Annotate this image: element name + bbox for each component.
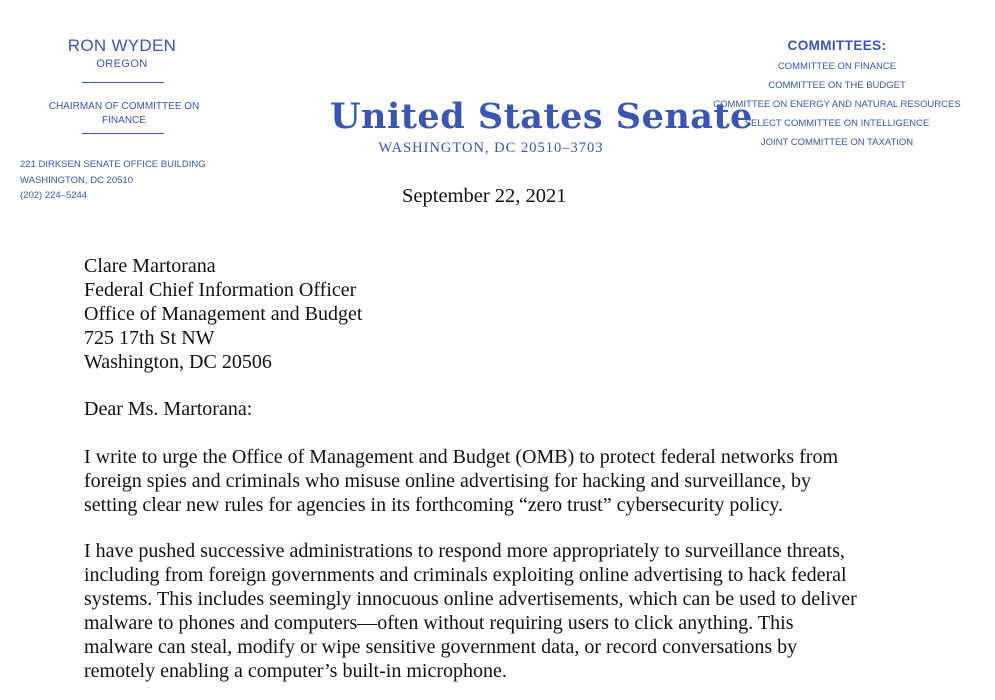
committee-item: COMMITTEE ON ENERGY AND NATURAL RESOURCES: [713, 99, 961, 110]
office-address-line-1: 221 DIRKSEN SENATE OFFICE BUILDING: [20, 159, 206, 170]
paragraph-line: remotely enabling a computer’s built-in microphone.: [84, 660, 507, 682]
paragraph-line: I write to urge the Office of Management and Budget (OMB) to protect federal networks from: [84, 446, 839, 468]
senate-title: United States Senate: [330, 96, 753, 137]
paragraph-line: foreign spies and criminals who misuse online advertising for hacking and surveillance, by: [84, 470, 812, 492]
office-address-line-2: WASHINGTON, DC 20510: [20, 175, 133, 186]
committee-item: COMMITTEE ON FINANCE: [777, 61, 897, 72]
recipient-name: Clare Martorana: [84, 255, 216, 277]
divider: [82, 82, 164, 83]
committee-item: COMMITTEE ON THE BUDGET: [768, 80, 906, 91]
chairmanship-line-1: CHAIRMAN OF COMMITTEE ON: [48, 101, 200, 112]
paragraph-line: systems. This includes seemingly innocuous online advertisements, which can be used to deliver: [84, 588, 857, 610]
paragraph-line: I have pushed successive administrations to respond more appropriately to surveillance threats,: [84, 540, 845, 562]
committees-heading: COMMITTEES:: [787, 38, 887, 53]
office-phone: (202) 224–5244: [20, 190, 88, 201]
chairmanship-line-2: FINANCE: [102, 115, 146, 126]
senator-state: OREGON: [96, 58, 148, 70]
recipient-title: Federal Chief Information Officer: [84, 279, 357, 301]
recipient-office: Office of Management and Budget: [84, 303, 363, 325]
salutation: Dear Ms. Martorana:: [84, 398, 253, 420]
paragraph-line: malware to phones and computers—often without requiring users to click anything. This: [84, 612, 794, 634]
senate-location: WASHINGTON, DC 20510–3703: [378, 140, 604, 156]
committee-item: SELECT COMMITTEE ON INTELLIGENCE: [744, 118, 930, 129]
paragraph-line: malware can steal, modify or wipe sensitive government data, or record conversations by: [84, 636, 798, 658]
divider: [82, 133, 164, 134]
committee-item: JOINT COMMITTEE ON TAXATION: [760, 137, 914, 148]
recipient-street: 725 17th St NW: [84, 327, 215, 349]
recipient-city: Washington, DC 20506: [84, 351, 272, 373]
senator-name: RON WYDEN: [67, 36, 177, 55]
paragraph-line: including from foreign governments and criminals exploiting online advertising to hack federal: [84, 564, 847, 586]
paragraph-line: setting clear new rules for agencies in its forthcoming “zero trust” cybersecurity policy.: [84, 494, 784, 516]
letter-date: September 22, 2021: [402, 185, 567, 207]
